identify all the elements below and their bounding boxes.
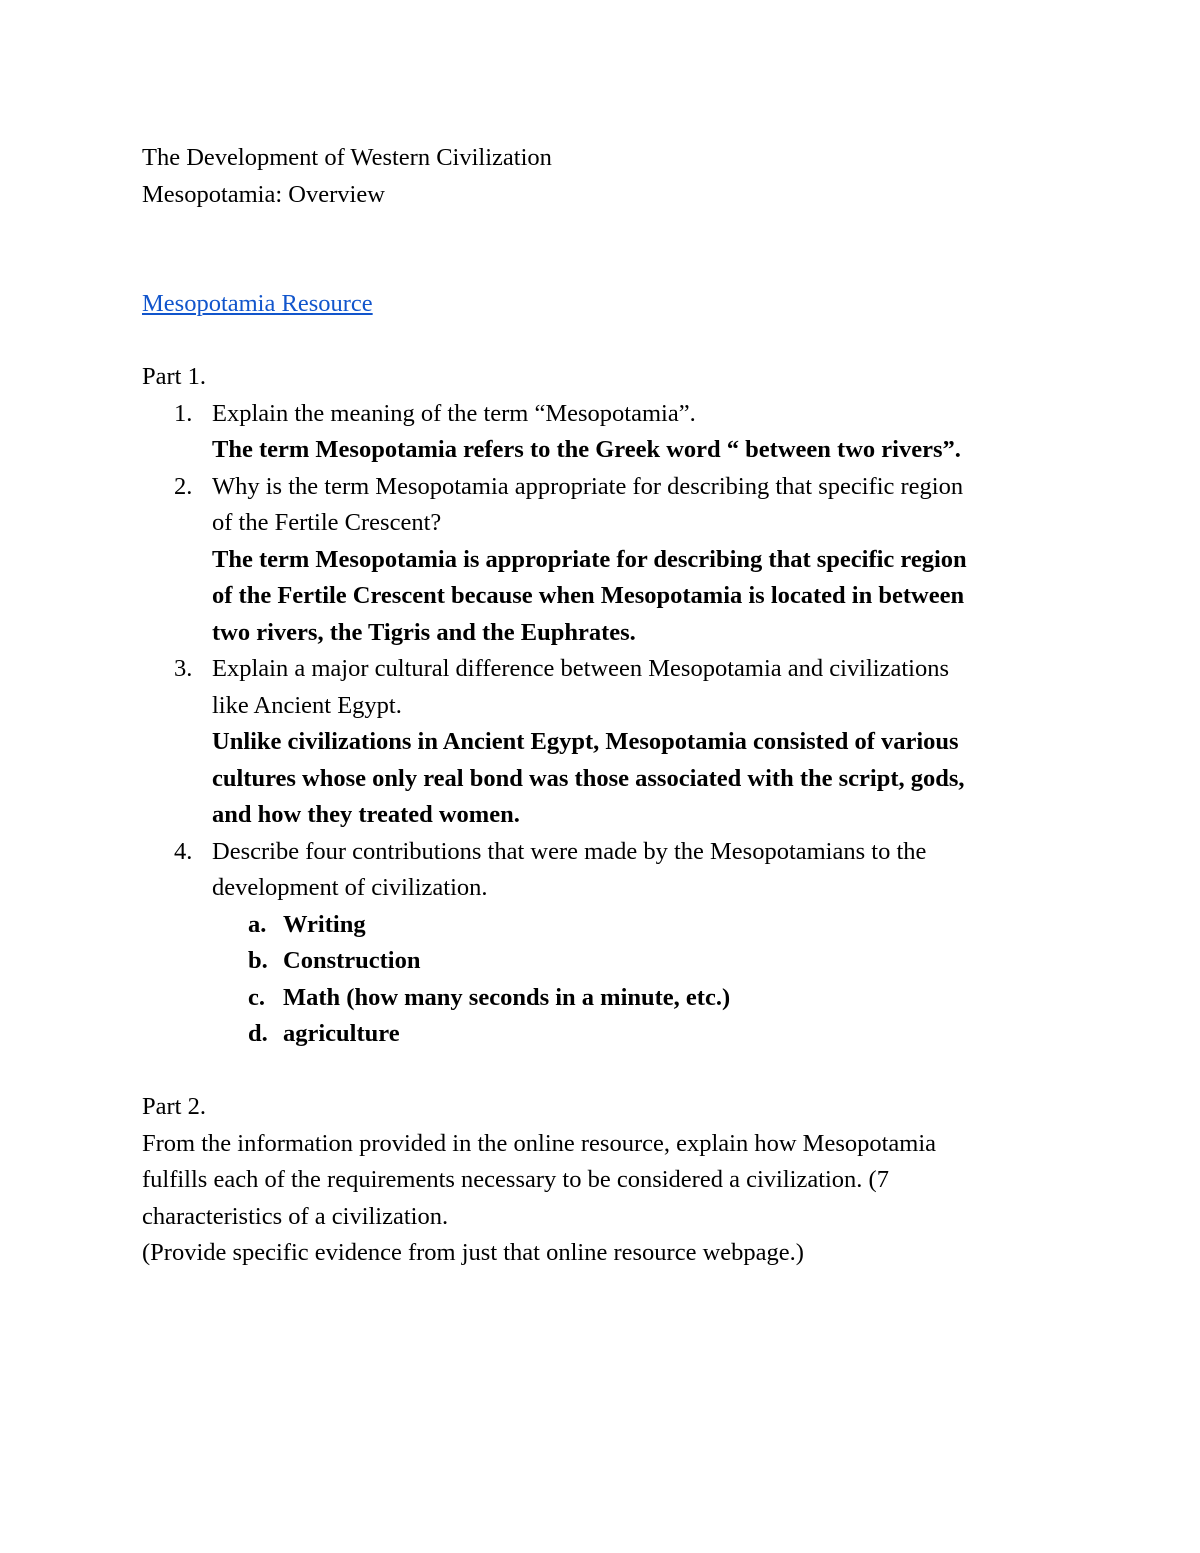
question-item-2 [142,469,1082,652]
spacer [142,250,1082,287]
contribution-text: agriculture [283,1020,400,1047]
contribution-text: Construction [283,947,421,974]
spacer [142,213,1082,250]
contribution-item [212,907,1082,944]
part2-text: characteristics of a civilization. [142,1202,449,1230]
question-text: Explain a major cultural difference between Mesopotamia and civilizations [212,655,949,682]
document-title: The Development of Western Civilization [142,144,552,171]
answer-text: two rivers, the Tigris and the Euphrates. [212,618,636,646]
question-number: 2. [174,472,193,500]
question-text: development of civilization. [212,874,488,901]
contribution-letter: a. [248,910,267,938]
answer-text: The term Mesopotamia refers to the Greek word “ between two rivers”. [212,436,961,463]
contribution-letter: b. [248,947,268,974]
contributions-list [212,907,1082,1053]
question-number: 1. [174,399,193,427]
contribution-text: Math (how many seconds in a minute, etc.) [283,983,731,1011]
part1-heading: Part 1. [142,363,206,390]
question-text: Describe four contributions that were made by the Mesopotamians to the [212,837,927,865]
part1-question-list [142,396,1082,1053]
question-text: of the Fertile Crescent? [212,509,442,536]
answer-text: and how they treated women. [212,801,520,828]
question-text: Why is the term Mesopotamia appropriate for describing that specific region [212,472,964,500]
question-number: 4. [174,837,193,865]
spacer [142,323,1082,360]
contribution-item [212,980,1082,1017]
answer-text: of the Fertile Crescent because when Mesopotamia is located in between [212,582,965,609]
spacer [142,1053,1082,1090]
contribution-text: Writing [283,910,366,938]
contribution-item [212,1016,1082,1053]
part2-text: fulfills each of the requirements necessary to be considered a civilization. (7 [142,1166,889,1193]
document-page [142,140,1082,1272]
question-number: 3. [174,655,193,682]
question-item-4 [142,834,1082,1053]
contribution-letter: d. [248,1020,268,1047]
part2-text: (Provide specific evidence from just that online resource webpage.) [142,1239,804,1266]
part2-text: From the information provided in the online resource, explain how Mesopotamia [142,1129,937,1157]
contribution-item [212,943,1082,980]
question-text: like Ancient Egypt. [212,691,402,719]
question-item-1 [142,396,1082,469]
document-subtitle: Mesopotamia: Overview [142,180,385,208]
question-text: Explain the meaning of the term “Mesopotamia”. [212,399,696,427]
answer-text: Unlike civilizations in Ancient Egypt, Mesopotamia consisted of various [212,728,959,755]
mesopotamia-resource-link[interactable]: Mesopotamia Resource [142,290,373,317]
contribution-letter: c. [248,983,265,1011]
part2-heading: Part 2. [142,1093,206,1120]
answer-text: cultures whose only real bond was those associated with the script, gods, [212,764,965,792]
question-item-3 [142,651,1082,834]
answer-text: The term Mesopotamia is appropriate for describing that specific region [212,545,967,573]
